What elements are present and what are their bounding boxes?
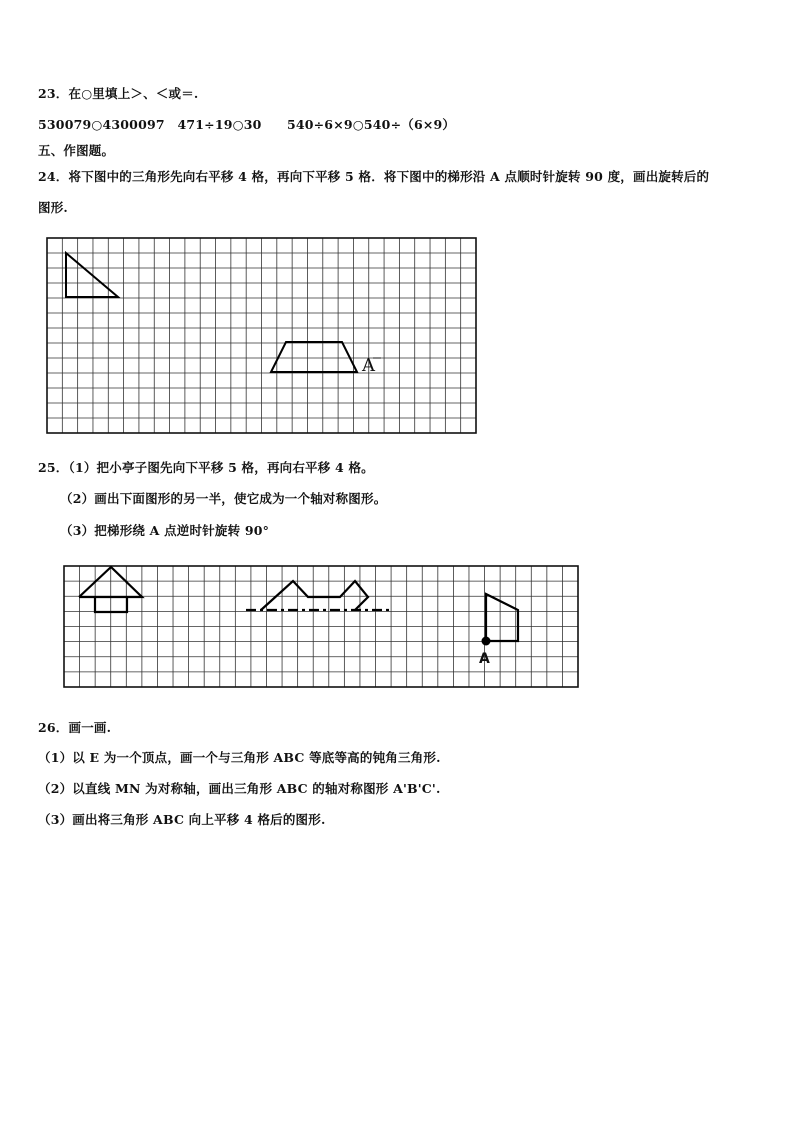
q25-item-2: （2）画出下面图形的另一半，使它成为一个轴对称图形。 (60, 491, 387, 506)
q23-expressions: 530079○4300097 471÷19○30 540÷6×9○540÷（6×9） (38, 117, 456, 132)
q25-grid (64, 566, 578, 687)
q24-point-a-label: A (362, 355, 375, 376)
section-5-heading: 五、作图题。 (38, 143, 115, 158)
q24-text-line2: 图形. (38, 200, 68, 215)
q26-item-1: （1）以 E 为一个顶点，画一个与三角形 ABC 等底等高的钝角三角形. (38, 750, 441, 765)
q25-item-3: （3）把梯形绕 A 点逆时针旋转 90° (60, 523, 270, 538)
q26-title: 26．画一画. (38, 720, 112, 735)
q25-point-a-label: A (479, 651, 490, 667)
q23-title: 23．在○里填上＞、＜或＝. (38, 86, 199, 101)
q25-half-shape (261, 581, 368, 610)
q25-point-a (482, 637, 491, 646)
q24-text-line1: 24．将下图中的三角形先向右平移 4 格，再向下平移 5 格．将下图中的梯形沿 A 点顺时针旋转 90 度，画出旋转后的 (38, 169, 710, 184)
q25-trapezoid (486, 594, 518, 641)
q25-item-1: 25．（1）把小亭子图先向下平移 5 格，再向右平移 4 格。 (38, 460, 374, 475)
q26-item-3: （3）画出将三角形 ABC 向上平移 4 格后的图形. (38, 812, 326, 827)
q26-item-2: （2）以直线 MN 为对称轴，画出三角形 ABC 的轴对称图形 A'B'C'. (38, 781, 441, 796)
